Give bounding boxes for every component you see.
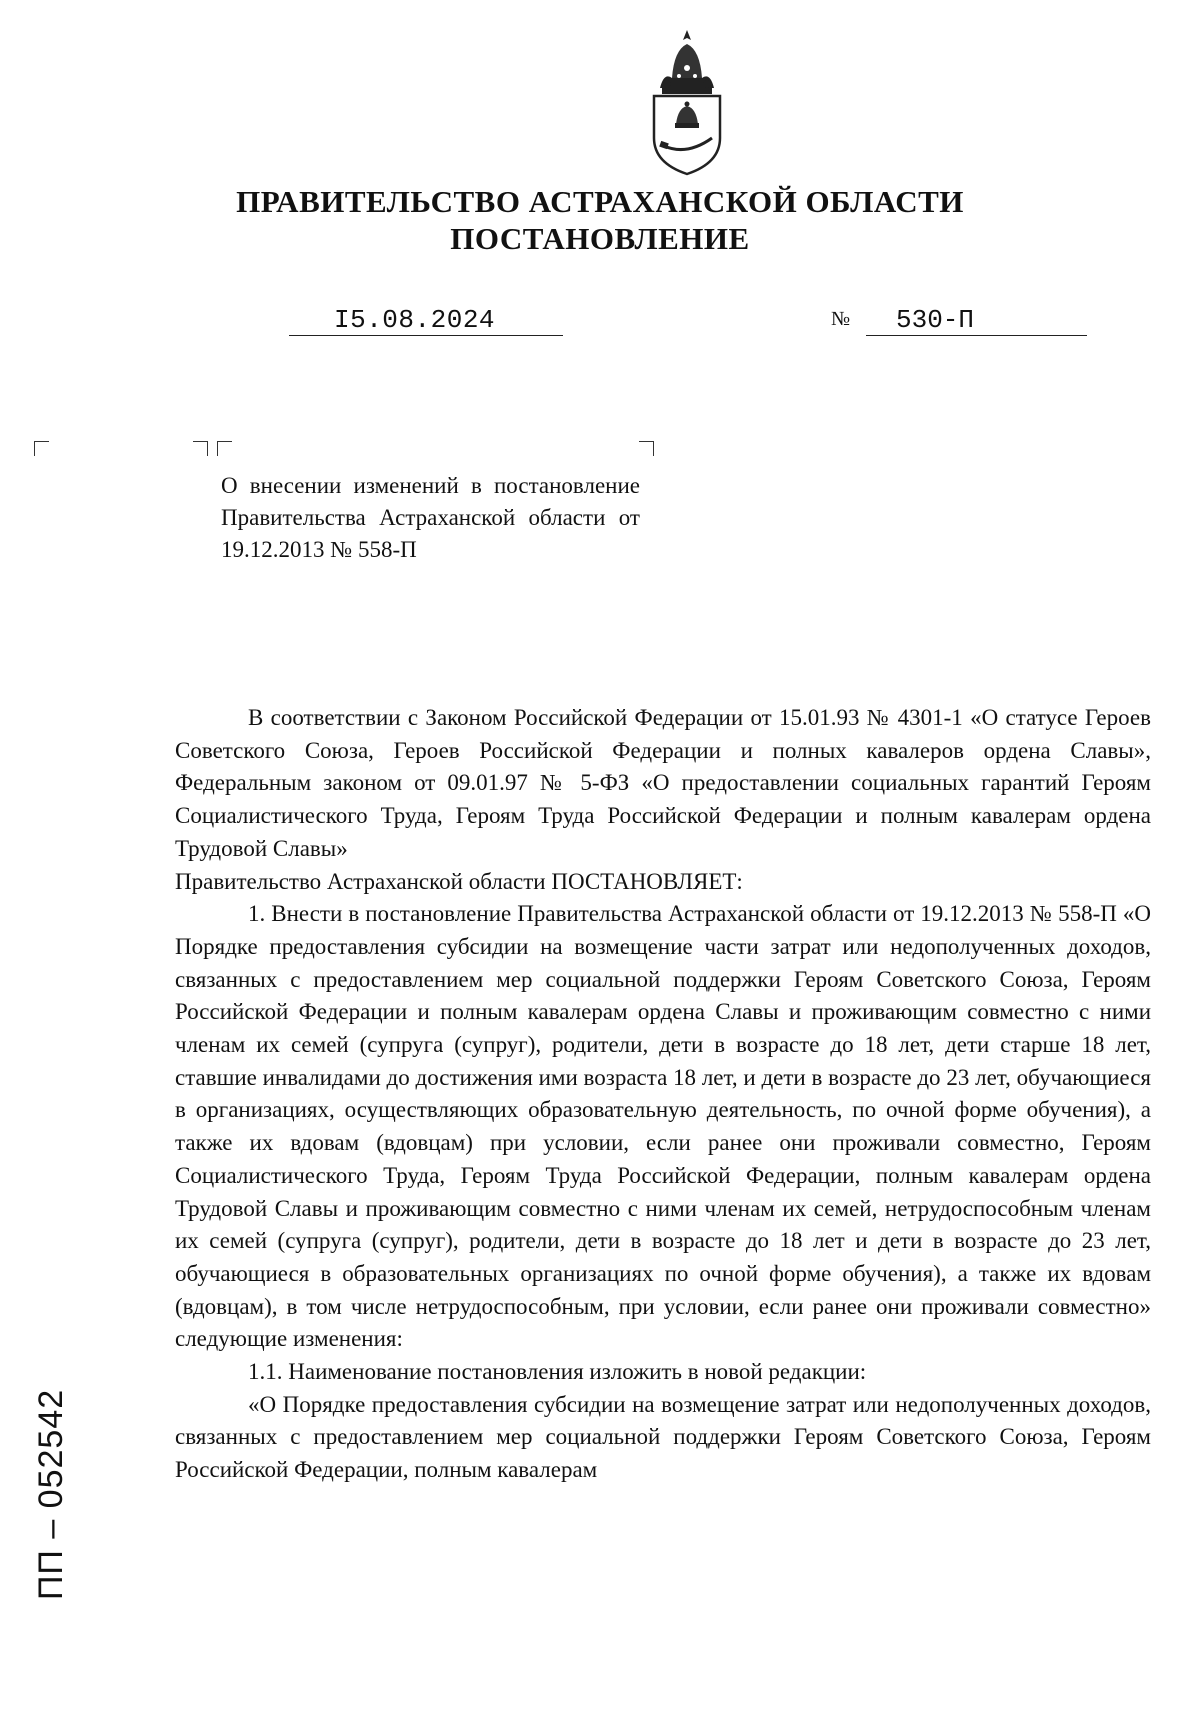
document-number: 530-П [896,305,975,335]
document-date: I5.08.2024 [334,305,496,335]
clause-1-paragraph: 1. Внести в постановление Правительства Астраханской области от 19.12.2013 № 558-П «О Порядке предоставления субсидии на возмещение части затрат или недополученных доходов, связанных с предоставлением мер социальной поддержки Героям Советского Союза, Героям Российской Федерации и полным кавалерам ордена Славы и проживающим совместно с ними членам их семей (супруга (супруг), родители, дети в возрасте до 18 лет, дети старше 18 лет, ставшие инвалидами до достижения ими возраста 18 лет, и дети в возрасте до 23 лет, обучающиеся в организациях, осуществляющих образовательную деятельность, по очной форме обучения), а также их вдовам (вдовцам) при условии, если ранее они проживали совместно, Героям Социалистического Труда, Героям Труда Российской Федерации, полным кавалерам ордена Трудовой Славы и проживающим совместно с ними членам их семей, нетрудоспособным членам их семей (супруга (супруг), родители, дети в возрасте до 18 лет и дети в возрасте до 23 лет, обучающиеся в образовательных организациях по очной форме обучения), а также их вдовам (вдовцам), в том числе нетрудоспособным, при условии, если ранее они проживали совместно» следующие изменения: [175,901,1151,1352]
new-title-paragraph: «О Порядке предоставления субсидии на возмещение затрат или недополученных доходов, связанных с предоставлением мер социальной поддержки Героям Советского Союза, Героям Российской Федерации, полным кавалерам [175,1391,1151,1483]
serial-stamp: ПП – 052542 [32,1388,70,1600]
corner-mark-subject-right-a [193,441,208,456]
document-subject: О внесении изменений в постановление Правительства Астраханской области от 19.12.2013 № 558-П [221,473,640,562]
organization-title: ПРАВИТЕЛЬСТВО АСТРАХАНСКОЙ ОБЛАСТИ [236,184,964,219]
number-sign: № [831,308,851,330]
coat-of-arms-emblem [642,28,732,178]
document-body [175,702,1151,1487]
corner-mark-subject-right [639,441,654,456]
number-field [866,305,1087,336]
corner-mark-left [34,441,49,456]
clause-1-1-paragraph: 1.1. Наименование постановления изложить в новой редакции: [248,1359,867,1385]
preamble-paragraph: В соответствии с Законом Российской Федерации от 15.01.93 № 4301-1 «О статусе Героев Советского Союза, Героев Российской Федерации и полных кавалеров ордена Славы», Федеральным законом от 09.01.97 № 5-ФЗ «О предоставлении социальных гарантий Героям Социалистического Труда, Героям Труда Российской Федерации и полным кавалерам ордена Трудовой Славы» [175,705,1151,861]
document-type-title: ПОСТАНОВЛЕНИЕ [450,221,750,256]
corner-mark-subject-left [217,441,232,456]
resolution-paragraph: Правительство Астраханской области ПОСТАНОВЛЯЕТ: [175,868,743,894]
date-field [289,305,563,336]
